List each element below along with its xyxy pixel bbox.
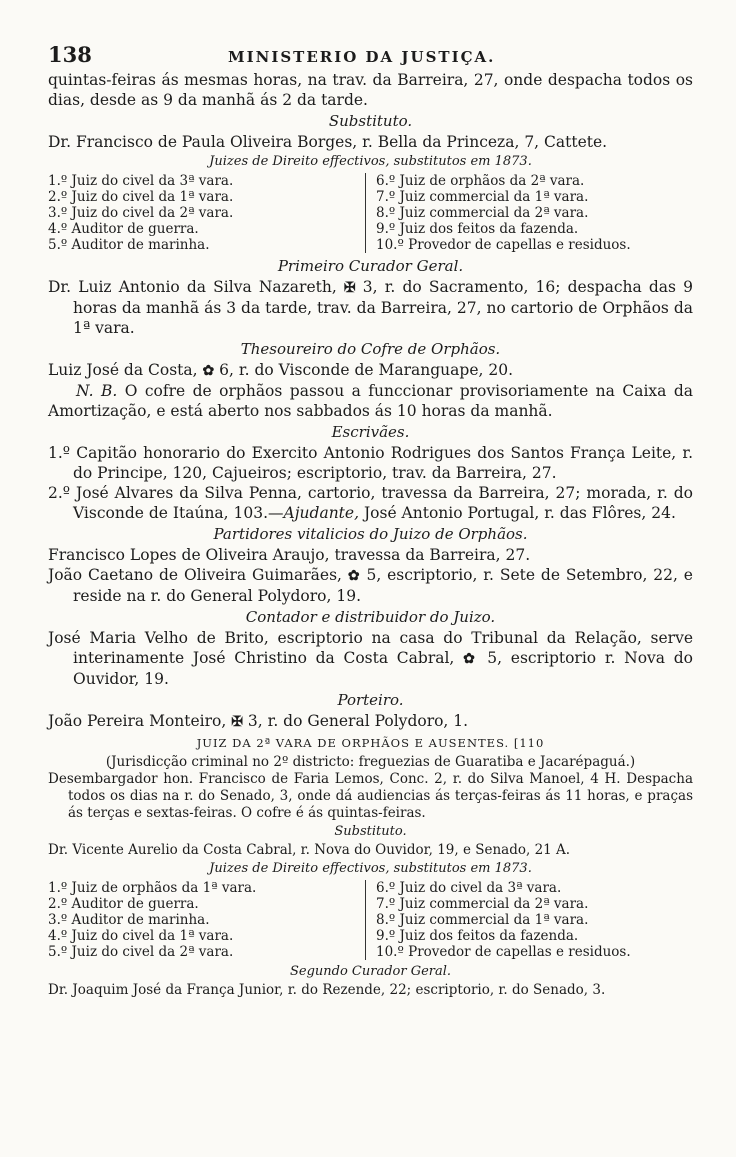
juizes2-left-column — [48, 880, 365, 960]
juiz-item: 6.º Juiz do civel da 3ª vara. — [376, 880, 562, 896]
curador-heading: Primeiro Curador Geral. — [277, 257, 464, 275]
juiz-item: 4.º Auditor de guerra. — [48, 221, 199, 237]
juiz-item: 2.º Juiz do civel da 1ª vara. — [48, 189, 234, 205]
rose-order-icon: ✿ — [202, 363, 215, 379]
contador-heading: Contador e distribuidor do Juizo. — [245, 608, 496, 626]
juiz-item: 10.º Provedor de capellas e residuos. — [376, 237, 631, 253]
juiz-item: 1.º Juiz de orphãos da 1ª vara. — [48, 880, 257, 896]
page-header — [48, 42, 693, 70]
rose-order-icon: ✿ — [347, 568, 361, 584]
juiz-item: 9.º Juiz dos feitos da fazenda. — [376, 221, 579, 237]
juiz-item: 5.º Auditor de marinha. — [48, 237, 210, 253]
juizes2-list — [48, 880, 693, 960]
nota-bene: N. B. O cofre de orphãos passou a funccionar provisoriamente na Caixa da Amortização, e está aberto nos sabbados ás 10 horas da manhã. — [48, 382, 693, 420]
desembargador-entry: Desembargador hon. Francisco de Faria Lemos, Conc. 2, r. do Silva Manoel, 4 H. Despacha todos os dias na r. do Senado, 3, onde dá audiencias ás terças-feiras ás 11 horas, e praças ás terças e sextas-feiras. O cofre é ás quintas-feiras. — [48, 771, 693, 821]
juiz-item: 6.º Juiz de orphãos da 2ª vara. — [376, 173, 585, 189]
juiz-item: 9.º Juiz dos feitos da fazenda. — [376, 928, 579, 944]
juiz-item: 8.º Juiz commercial da 2ª vara. — [376, 205, 589, 221]
substituto-entry: Dr. Francisco de Paula Oliveira Borges, r. Bella da Princeza, 7, Cattete. — [48, 133, 608, 151]
juizes-left-column — [48, 173, 365, 253]
substituto-heading: Substituto. — [328, 112, 413, 130]
contador-entry: José Maria Velho de Brito, escriptorio na casa do Tribunal da Relação, serve interinamente José Christino da Costa Cabral, ✿ 5, escriptorio r. Nova do Ouvidor, 19. — [48, 629, 693, 688]
juiz-item: 8.º Juiz commercial da 1ª vara. — [376, 912, 589, 928]
juiz-item: 7.º Juiz commercial da 1ª vara. — [376, 189, 589, 205]
escrivao-entry: 1.º Capitão honorario do Exercito Antonio Rodrigues dos Santos França Leite, r. do Principe, 120, Cajueiros; escriptorio, trav. da Barreira, 27. — [48, 444, 693, 482]
juiz-item: 4.º Juiz do civel da 1ª vara. — [48, 928, 234, 944]
juiz-item: 2.º Auditor de guerra. — [48, 896, 199, 912]
partidor-entry: Francisco Lopes de Oliveira Araujo, travessa da Barreira, 27. — [48, 546, 531, 564]
thesoureiro-entry: Luiz José da Costa, ✿ 6, r. do Visconde de Maranguape, 20. — [48, 361, 513, 379]
juizes2-heading: Juizes de Direito effectivos, substitutos em 1873. — [209, 861, 532, 876]
juiz-item: 7.º Juiz commercial da 2ª vara. — [376, 896, 589, 912]
juizes-right-column — [365, 173, 693, 253]
juizes2-right-column — [365, 880, 693, 960]
escrivaes-heading: Escrivães. — [331, 423, 410, 441]
order-cross-icon: ✠ — [343, 280, 356, 296]
juizes-list — [48, 173, 693, 253]
substituto2-heading: Substituto. — [334, 824, 407, 839]
juizes-heading: Juizes de Direito effectivos, substitutos em 1873. — [209, 154, 532, 169]
juizo2-heading: JUIZ DA 2ª VARA DE ORPHÃOS E AUSENTES. [110 — [196, 736, 545, 750]
page-number: 138 — [48, 42, 92, 67]
juiz-item: 3.º Juiz do civel da 2ª vara. — [48, 205, 234, 221]
curador2-entry: Dr. Joaquim José da França Junior, r. do Rezende, 22; escriptorio, r. do Senado, 3. — [48, 982, 606, 998]
partidores-heading: Partidores vitalicios do Juizo de Orphãos. — [213, 525, 528, 543]
substituto2-entry: Dr. Vicente Aurelio da Costa Cabral, r. Nova do Ouvidor, 19, e Senado, 21 A. — [48, 842, 571, 858]
curador2-heading: Segundo Curador Geral. — [289, 964, 452, 979]
thesoureiro-heading: Thesoureiro do Cofre de Orphãos. — [240, 340, 501, 358]
partidor-entry: João Caetano de Oliveira Guimarães, ✿ 5, escriptorio, r. Sete de Setembro, 22, e reside na r. do General Polydoro, 19. — [48, 566, 693, 605]
juiz-item: 3.º Auditor de marinha. — [48, 912, 210, 928]
curador-entry: Dr. Luiz Antonio da Silva Nazareth, ✠ 3, r. do Sacramento, 16; despacha das 9 horas da manhã ás 3 da tarde, trav. da Barreira, 27, no cartorio de Orphãos da 1ª vara. — [48, 278, 693, 337]
jurisdicao-note: (Jurisdicção criminal no 2º districto: freguezias de Guaratiba e Jacarépaguá.) — [105, 754, 636, 770]
juiz-item: 1.º Juiz do civel da 3ª vara. — [48, 173, 234, 189]
intro-paragraph: quintas-feiras ás mesmas horas, na trav. da Barreira, 27, onde despacha todos os dias, desde as 9 da manhã ás 2 da tarde. — [48, 71, 693, 109]
juiz-item: 5.º Juiz do civel da 2ª vara. — [48, 944, 234, 960]
rose-order-icon: ✿ — [463, 651, 479, 667]
porteiro-heading: Porteiro. — [337, 691, 404, 709]
porteiro-entry: João Pereira Monteiro, ✠ 3, r. do General Polydoro, 1. — [48, 712, 469, 730]
document-page — [48, 42, 693, 999]
juiz-item: 10.º Provedor de capellas e residuos. — [376, 944, 631, 960]
running-title: MINISTERIO DA JUSTIÇA. — [228, 48, 496, 66]
escrivao-entry: 2.º José Alvares da Silva Penna, cartorio, travessa da Barreira, 27; morada, r. do Visconde de Itaúna, 103.—Ajudante, José Antonio Portugal, r. das Flôres, 24. — [48, 484, 693, 522]
order-cross-icon: ✠ — [231, 714, 243, 730]
